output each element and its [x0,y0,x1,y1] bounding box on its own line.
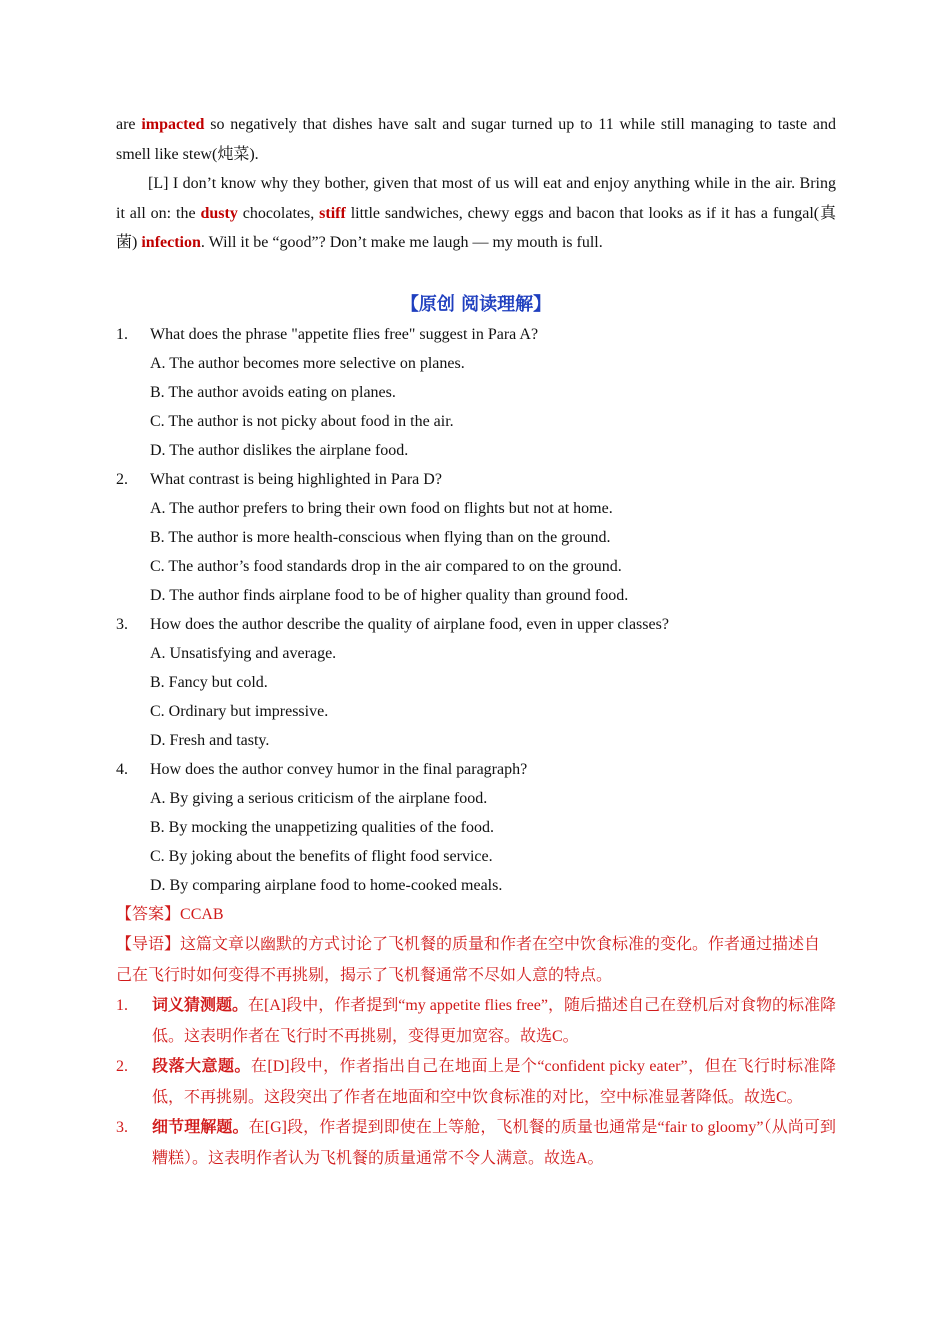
answer-option: B. The author avoids eating on planes. [150,383,396,401]
answer-option: D. Fresh and tasty. [150,731,270,749]
vocab-highlight: infection [141,234,201,251]
vocab-highlight: stiff [319,204,346,222]
answer-key [116,900,836,931]
question-block [116,465,836,610]
question-block [116,320,836,465]
question-number: 1. [116,325,128,343]
answer-option: C. The author is not picky about food in the air. [150,412,454,430]
answer-label: 【答案】 [116,905,181,923]
question-block [116,610,836,755]
explanation-item [116,991,836,1052]
answer-option: B. The author is more health-conscious when flying than on the ground. [150,528,611,546]
explanation-number: 1. [116,997,128,1014]
answer-value: CCAB [180,905,224,923]
answer-option: B. Fancy but cold. [150,673,268,691]
question-type: 词义猜测题。 [152,997,249,1014]
passage-text: little sandwiches, chewy eggs and bacon that looks as if it has a fungal(真菌) [116,204,837,251]
vocab-highlight: dusty [200,204,238,222]
question-stem [116,610,836,639]
guide-label: 【导语】 [116,936,181,953]
explanation-number: 2. [116,1058,128,1075]
answer-option: A. By giving a serious criticism of the airplane food. [150,789,488,807]
question-number: 4. [116,760,128,778]
question-type: 细节理解题。 [152,1119,249,1136]
question-text: What does the phrase "appetite flies free" suggest in Para A? [150,325,539,343]
page-content [116,110,836,1174]
question-stem [116,755,836,784]
passage-text: [L] I don’t know why they bother, given that most of us will eat and enjoy anything while in the air. Bring it all on: the [116,175,836,222]
answer-option: C. The author’s food standards drop in the air compared to on the ground. [150,557,622,575]
passage-paragraph-l [116,169,836,258]
guide-text: 这篇文章以幽默的方式讨论了飞机餐的质量和作者在空中饮食标准的变化。作者通过描述自己在飞行时如何变得不再挑剔，揭示了飞机餐通常不尽如人意的特点。 [116,936,821,984]
question-block [116,755,836,900]
explanation-text: 在[D]段中，作者指出自己在地面上是个“confident picky eater”，但在飞行时标准降低，不再挑剔。这段突出了作者在地面和空中饮食标准的对比，空中标准显著降低。故选C。 [152,1058,836,1106]
question-text: How does the author describe the quality of airplane food, even in upper classes? [150,615,669,633]
answer-option: B. By mocking the unappetizing qualities of the food. [150,818,494,836]
explanation-number: 3. [116,1119,128,1136]
question-text: How does the author convey humor in the final paragraph? [150,760,528,778]
passage-text: so negatively that dishes have salt and sugar turned up to 11 while still managing to taste and smell like stew(炖菜). [116,116,837,163]
answer-option: C. Ordinary but impressive. [150,702,329,720]
question-stem [116,320,836,349]
question-text: What contrast is being highlighted in Para D? [150,470,442,488]
answer-option: C. By joking about the benefits of flight food service. [150,847,493,865]
vocab-highlight: impacted [141,116,205,133]
passage-text: are [116,116,142,133]
explanation-text: 在[G]段，作者提到即使在上等舱，飞机餐的质量也通常是“fair to gloomy”（从尚可到糟糕）。这表明作者认为飞机餐的质量通常不令人满意。故选A。 [152,1119,836,1167]
explanation-item [116,1052,836,1113]
answer-option: A. The author prefers to bring their own food on flights but not at home. [150,499,613,517]
question-type: 段落大意题。 [152,1058,251,1075]
answer-option: D. The author dislikes the airplane food. [150,441,409,459]
guide-paragraph [116,930,836,991]
answer-option: D. The author finds airplane food to be of higher quality than ground food. [150,586,629,604]
question-stem [116,465,836,494]
passage-text: . Will it be “good”? Don’t make me laugh — my mouth is full. [200,234,603,251]
question-number: 3. [116,615,128,633]
explanation-text: 在[A]段中，作者提到“my appetite flies free”，随后描述自己在登机后对食物的标准降低。这表明作者在飞行时不再挑剔，变得更加宽容。故选C。 [152,997,836,1045]
explanation-item [116,1113,836,1174]
section-title: 【原创 阅读理解】 [400,293,552,315]
answer-option: A. Unsatisfying and average. [150,644,337,662]
passage-paragraph-k [116,110,836,169]
question-number: 2. [116,470,128,488]
passage-text: chocolates, [237,204,320,222]
answer-option: A. The author becomes more selective on planes. [150,354,465,372]
answer-option: D. By comparing airplane food to home-cooked meals. [150,876,503,894]
